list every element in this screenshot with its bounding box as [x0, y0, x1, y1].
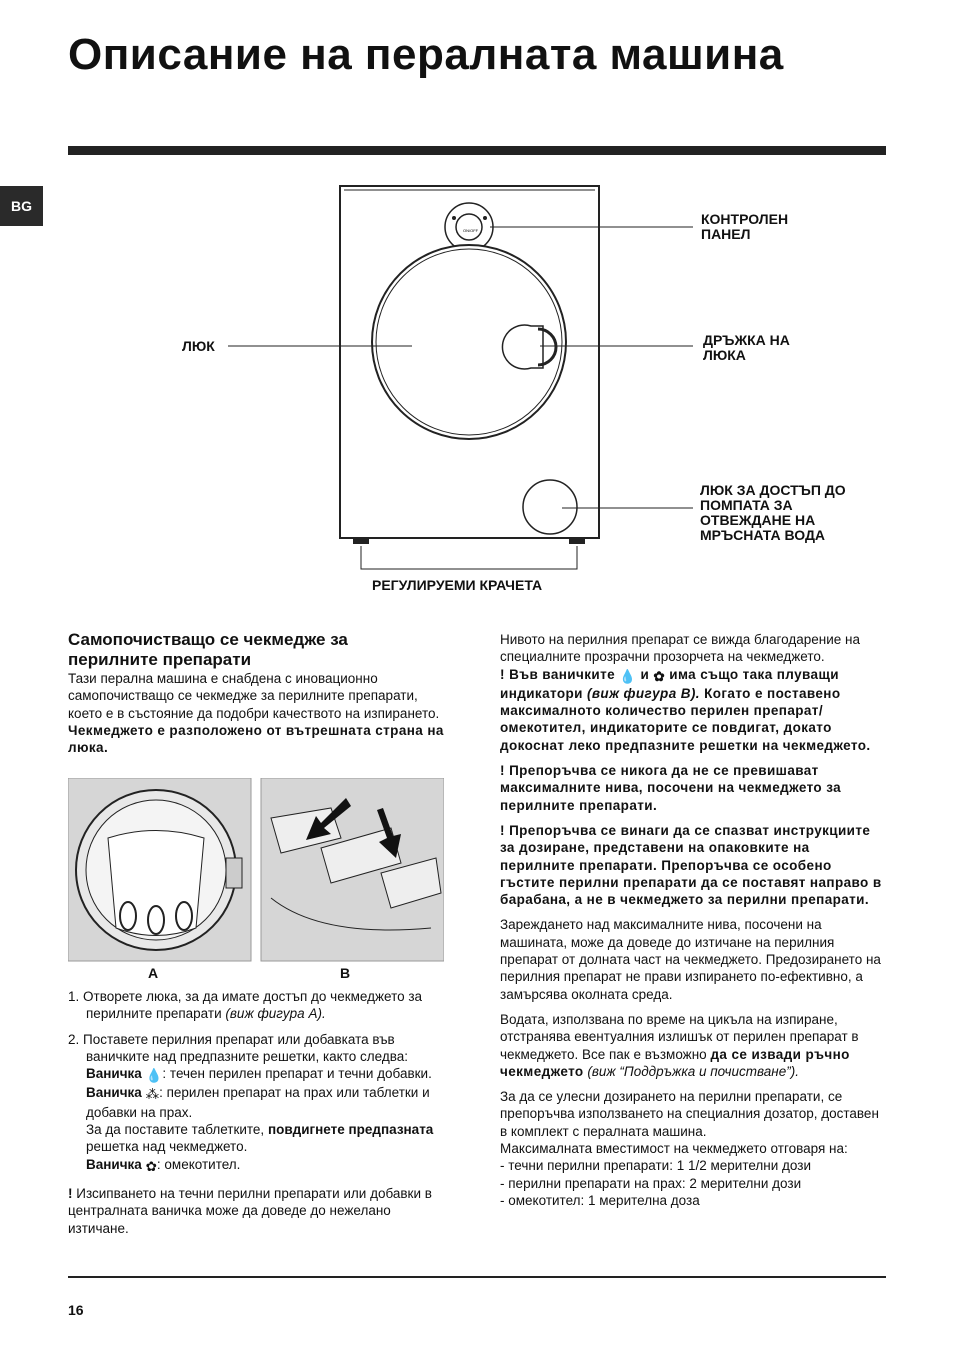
- tablets-note: За да поставите таблетките, повдигнете предпазната решетка над чекмеджето.: [86, 1122, 434, 1155]
- capacity-intro: Максималната вместимост на чекмеджето отговаря на:: [500, 1141, 848, 1157]
- label-adjustable-feet: РЕГУЛИРУЕМИ КРАЧЕТА: [372, 577, 543, 593]
- dispenser-text: За да се улесни дозирането на перилни препарати, се препоръчва използването на специалния дозатор, доставен в комплект с пералната машина.: [500, 1089, 879, 1139]
- capacity-item: - омекотител: 1 мерителна доза: [500, 1192, 700, 1208]
- label-control-panel: КОНТРОЛЕН ПАНЕЛ: [701, 211, 789, 242]
- figure-b-caption: B: [340, 965, 351, 981]
- svg-text:ON/OFF: ON/OFF: [463, 228, 479, 233]
- figure-a-caption: A: [148, 965, 159, 981]
- max-level-warning: ! Препоръчва се никога да не се превишават максималните нива, посочени на чекмеджето за перилните препарати.: [500, 763, 842, 813]
- page-title: Описание на пералната машина: [68, 30, 784, 79]
- tray-list: [68, 1065, 452, 1175]
- section-heading: Самопочистващо се чекмедже за перилните препарати: [68, 630, 348, 669]
- page-number: 16: [68, 1302, 84, 1318]
- step-2: 2. Поставете перилния препарат или добавката във ваничките над предпазните решетки, както следва:: [68, 1031, 409, 1064]
- capacity-item: - перилни препарати на прах: 2 мерителни дози: [500, 1175, 802, 1191]
- tray-3: Ваничка ✿: омекотител.: [86, 1156, 241, 1174]
- tray-2: Ваничка ⁂: перилен препарат на прах или таблетки и добавки на прах.: [86, 1085, 430, 1120]
- capacity-item: - течни перилни препарати: 1 1/2 мерителни дози: [500, 1158, 811, 1174]
- label-door: ЛЮК: [182, 338, 215, 354]
- powder-detergent-icon: ⁂: [145, 1087, 160, 1103]
- warning-centre-tray: ! Изсипването на течни перилни препарати или добавки в централната ваничка може да доведе до нежелано изтичане.: [68, 1185, 432, 1236]
- language-tab: BG: [0, 186, 43, 226]
- label-door-handle: ДРЪЖКА НА ЛЮКА: [703, 332, 790, 363]
- dosage-warning: ! Препоръчва се винаги да се спазват инструкциите за дозиране, представени на опаковките на перилните препарати. Препоръчва се особено гъстите перилни препарати да се поставят направо в барабана, а не в чекмеджето за перилни препарати.: [500, 822, 882, 908]
- right-column: [500, 631, 886, 1209]
- left-column: [68, 630, 450, 761]
- bottom-rule: [68, 1276, 886, 1278]
- control-panel-knob: [445, 203, 493, 251]
- intro-text: Тази перална машина е снабдена с иновационно самопочистващо се чекмедже за перилните препарати, което е в състояние да подобри качеството на изпирането.: [68, 671, 440, 721]
- liquid-detergent-icon: 💧: [145, 1068, 163, 1084]
- softener-icon: ✿: [145, 1158, 157, 1174]
- liquid-detergent-icon: 💧: [619, 668, 637, 684]
- figure-b: [261, 778, 444, 961]
- label-pump-access: ЛЮК ЗА ДОСТЪП ДО ПОМПАТА ЗА ОТВЕЖДАНЕ НА МРЪСНАТА ВОДА: [700, 482, 846, 543]
- water-rinse-text: Водата, използвана по време на цикъла на изпиране, отстранява евентуалния излишък от перилен препарат в чекмеджето. Все пак е възможно да се извади ръчно чекмеджето (виж “Поддръжка и почистване”).: [500, 1011, 859, 1079]
- tray-1: Ваничка 💧: течен перилен препарат и течни добавки.: [86, 1066, 432, 1084]
- figure-a: [68, 778, 251, 961]
- left-column-steps: [68, 988, 452, 1242]
- intro-bold: Чекмеджето е разположено от вътрешната страна на люка.: [68, 722, 444, 756]
- drawer-figures: [68, 778, 444, 962]
- float-indicator-note: ! Във ваничките 💧 и ✿ има също така плуващи индикатори (виж фигура B). Когато е поставено максималното количество перилен препарат/омекотител, индикаторите се повдигат, докато докоснат леко предпазните решетки на чекмеджето.: [500, 666, 871, 753]
- overfill-text: Зареждането над максималните нива, посочени на машината, може да доведе до изтичане на перилния препарат от долната част на чекмеджето. Предозирането на перилния препарат не прави изпирането по-ефективно, а замърсява околната среда.: [500, 917, 881, 1002]
- step-1: 1. Отворете люка, за да имате достъп до чекмеджето за перилните препарати (виж фигура A).: [68, 989, 423, 1022]
- level-text: Нивото на перилния препарат се вижда благодарение на специалните прозрачни прозорчета на чекмеджето.: [500, 632, 860, 665]
- softener-icon: ✿: [653, 668, 666, 684]
